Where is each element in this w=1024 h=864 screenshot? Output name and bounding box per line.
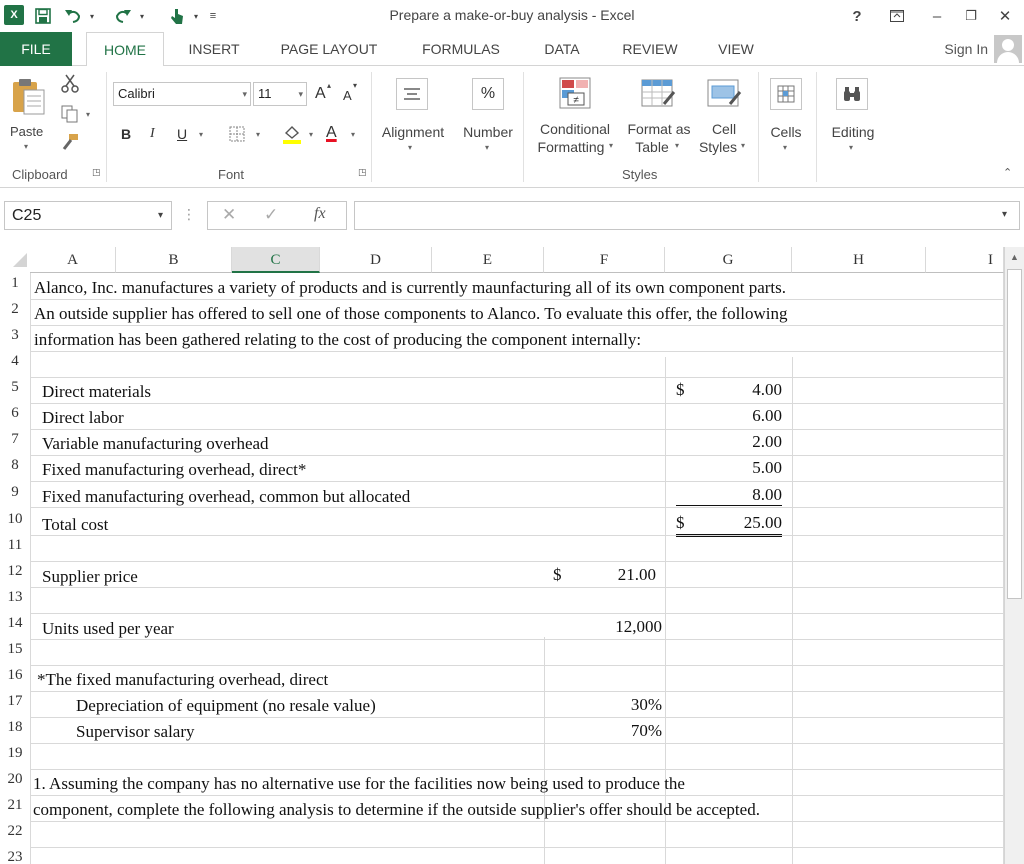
cost-label-direct-labor[interactable]: Direct labor bbox=[42, 408, 124, 427]
number-dropdown-icon[interactable]: ▾ bbox=[485, 143, 490, 152]
gridline bbox=[30, 455, 1004, 456]
excel-logo-icon: X bbox=[4, 5, 24, 25]
tab-page-layout[interactable]: PAGE LAYOUT bbox=[280, 41, 378, 57]
supplier-price-value[interactable]: 21.00 bbox=[617, 565, 656, 584]
conditional-formatting-label-1[interactable]: Conditional bbox=[539, 121, 611, 137]
row-header[interactable]: 10 bbox=[7, 511, 23, 527]
gridline bbox=[30, 429, 1004, 430]
bold-button[interactable]: B bbox=[121, 126, 132, 142]
question-line-1[interactable]: 1. Assuming the company has no alternative use for the facilities now being used to produce the bbox=[33, 774, 685, 793]
font-name-value: Calibri bbox=[118, 86, 155, 101]
column-header-f[interactable]: F bbox=[544, 247, 665, 273]
row-header[interactable]: 19 bbox=[7, 745, 23, 761]
gridline bbox=[30, 351, 1004, 352]
total-cost-cell[interactable] bbox=[676, 513, 782, 537]
row-header[interactable]: 3 bbox=[11, 327, 19, 343]
total-cost-value: 25.00 bbox=[743, 513, 782, 532]
gridline bbox=[30, 273, 31, 864]
gridline bbox=[30, 587, 1004, 588]
clipboard-group-label: Clipboard bbox=[12, 167, 68, 182]
undo-dropdown-icon[interactable]: ▾ bbox=[89, 11, 94, 21]
format-as-table-label-2[interactable]: Table bbox=[635, 139, 669, 155]
gridline bbox=[30, 639, 1004, 640]
gridline bbox=[30, 325, 1004, 326]
row-header[interactable]: 20 bbox=[7, 771, 23, 787]
editing-button-label[interactable]: Editing bbox=[831, 124, 875, 140]
chevron-down-icon: ▾ bbox=[242, 89, 247, 99]
row-header[interactable]: 14 bbox=[7, 615, 23, 631]
expand-formula-bar-icon[interactable]: ▾ bbox=[1002, 209, 1008, 220]
redo-dropdown-icon[interactable]: ▾ bbox=[139, 11, 144, 21]
gridline bbox=[30, 795, 1004, 796]
units-label[interactable]: Units used per year bbox=[42, 619, 174, 638]
close-button[interactable]: ✕ bbox=[998, 8, 1012, 25]
alignment-dropdown-icon[interactable]: ▾ bbox=[408, 143, 413, 152]
column-header-b[interactable]: B bbox=[116, 247, 232, 273]
cost-value-fixed-allocated[interactable]: 8.00 bbox=[676, 485, 782, 506]
row-header[interactable]: 8 bbox=[11, 457, 19, 473]
insert-function-button[interactable]: fx bbox=[314, 205, 326, 222]
supplier-price-currency[interactable]: $ bbox=[553, 565, 562, 584]
fill-color-icon[interactable] bbox=[280, 122, 304, 146]
cost-label-fixed-allocated[interactable]: Fixed manufacturing overhead, common but allocated bbox=[42, 487, 411, 506]
cost-label-variable-overhead[interactable]: Variable manufacturing overhead bbox=[42, 434, 269, 453]
cells-button-label[interactable]: Cells bbox=[770, 124, 802, 140]
row-header[interactable]: 22 bbox=[7, 823, 23, 839]
alignment-button-label[interactable]: Alignment bbox=[381, 124, 445, 140]
row-header[interactable]: 17 bbox=[7, 693, 23, 709]
chevron-down-icon: ▾ bbox=[157, 210, 163, 221]
gridline bbox=[30, 507, 1004, 508]
grow-font-caret-icon: ▴ bbox=[327, 81, 332, 90]
column-header-a[interactable]: A bbox=[30, 247, 116, 273]
binoculars-icon[interactable] bbox=[836, 78, 868, 110]
cell-styles-dropdown-icon[interactable]: ▾ bbox=[741, 141, 746, 150]
paste-icon[interactable] bbox=[8, 74, 48, 118]
cost-label-direct-materials[interactable]: Direct materials bbox=[42, 382, 152, 401]
cell-styles-label-2[interactable]: Styles bbox=[698, 139, 738, 155]
gridline bbox=[30, 535, 1004, 536]
tab-home[interactable]: HOME bbox=[86, 32, 164, 67]
note-value-supervisor[interactable]: 70% bbox=[630, 721, 662, 740]
row-header[interactable]: 2 bbox=[11, 301, 19, 317]
column-header-i[interactable]: I bbox=[926, 247, 1004, 273]
borders-icon[interactable] bbox=[226, 124, 248, 144]
cut-icon[interactable] bbox=[58, 72, 82, 96]
ribbon-separator bbox=[816, 72, 817, 182]
vertical-scrollbar[interactable] bbox=[1004, 247, 1024, 864]
column-header-g[interactable]: G bbox=[665, 247, 792, 273]
note-title[interactable]: *The fixed manufacturing overhead, direct bbox=[37, 670, 329, 689]
formula-bar bbox=[0, 188, 1024, 244]
question-line-2[interactable]: component, complete the following analysis to determine if the outside supplier's offer should be accepted. bbox=[33, 800, 760, 819]
styles-group-label: Styles bbox=[622, 167, 658, 182]
cost-value-fixed-direct[interactable]: 5.00 bbox=[752, 458, 782, 477]
underline-dropdown-icon[interactable]: ▾ bbox=[199, 130, 204, 139]
grow-font-button[interactable]: A bbox=[315, 85, 326, 102]
window-title: Prepare a make-or-buy analysis - Excel bbox=[389, 7, 635, 23]
gridline bbox=[30, 561, 1004, 562]
note-label-supervisor[interactable]: Supervisor salary bbox=[76, 722, 195, 741]
touch-mode-dropdown-icon[interactable]: ▾ bbox=[193, 11, 198, 21]
cancel-entry-button[interactable]: ✕ bbox=[222, 205, 237, 224]
ribbon bbox=[0, 66, 1024, 188]
title-bar bbox=[0, 0, 1024, 32]
tab-insert[interactable]: INSERT bbox=[188, 41, 240, 57]
cost-value-direct-labor[interactable]: 6.00 bbox=[752, 406, 782, 425]
ribbon-separator bbox=[523, 72, 524, 182]
row-header[interactable]: 16 bbox=[7, 667, 23, 683]
row-header[interactable]: 15 bbox=[7, 641, 23, 657]
formula-bar-grip-icon: ⋮ bbox=[182, 206, 196, 222]
tab-data[interactable]: DATA bbox=[544, 41, 580, 57]
editing-dropdown-icon[interactable]: ▾ bbox=[849, 143, 854, 152]
cell-styles-icon[interactable] bbox=[704, 74, 744, 114]
tab-formulas[interactable]: FORMULAS bbox=[422, 41, 500, 57]
ribbon-separator bbox=[758, 72, 759, 182]
select-all-icon[interactable] bbox=[12, 251, 28, 269]
gridline bbox=[792, 357, 793, 864]
gridline bbox=[30, 743, 1004, 744]
cost-value-direct-materials[interactable]: 4.00 bbox=[752, 380, 782, 399]
row-header[interactable]: 5 bbox=[11, 379, 19, 395]
format-as-table-icon[interactable] bbox=[638, 74, 678, 114]
total-cost-label[interactable]: Total cost bbox=[42, 515, 109, 534]
row-header[interactable]: 7 bbox=[11, 431, 19, 447]
name-box-value: C25 bbox=[12, 207, 42, 224]
ribbon-separator bbox=[371, 72, 372, 182]
collapse-ribbon-icon[interactable]: ⌃ bbox=[1003, 167, 1013, 179]
ribbon-tabs bbox=[0, 32, 1024, 66]
row-header[interactable]: 21 bbox=[7, 797, 23, 813]
cells-dropdown-icon[interactable]: ▾ bbox=[783, 143, 788, 152]
row-header[interactable]: 1 bbox=[11, 275, 19, 291]
column-header-h[interactable]: H bbox=[792, 247, 926, 273]
intro-line-2[interactable]: An outside supplier has offered to sell one of those components to Alanco. To evaluate this offer, the following bbox=[34, 304, 788, 323]
supplier-price-label[interactable]: Supplier price bbox=[42, 567, 138, 586]
column-header-c[interactable]: C bbox=[232, 247, 320, 273]
paste-button-label[interactable]: Paste bbox=[10, 124, 44, 139]
format-painter-icon[interactable] bbox=[58, 130, 82, 154]
enter-entry-button[interactable]: ✓ bbox=[264, 205, 279, 224]
row-header[interactable]: 18 bbox=[7, 719, 23, 735]
font-launcher-icon[interactable]: ◳ bbox=[358, 167, 367, 177]
formula-buttons bbox=[207, 201, 347, 230]
cell-styles-label-1[interactable]: Cell bbox=[711, 121, 737, 137]
italic-button[interactable]: I bbox=[150, 126, 155, 141]
gridline bbox=[30, 299, 1004, 300]
clipboard-launcher-icon[interactable]: ◳ bbox=[92, 167, 101, 177]
units-value[interactable]: 12,000 bbox=[615, 617, 662, 636]
customize-qat-icon[interactable]: ≡ bbox=[209, 10, 217, 22]
number-button-label[interactable]: Number bbox=[463, 124, 513, 140]
formula-input[interactable] bbox=[354, 201, 1020, 230]
format-as-table-dropdown-icon[interactable]: ▾ bbox=[675, 141, 680, 150]
cells-icon[interactable] bbox=[770, 78, 802, 110]
cost-label-fixed-direct[interactable]: Fixed manufacturing overhead, direct* bbox=[42, 460, 307, 479]
font-size-combo[interactable] bbox=[253, 82, 307, 106]
scrollbar-thumb[interactable] bbox=[1007, 269, 1022, 599]
intro-line-1[interactable]: Alanco, Inc. manufactures a variety of products and is currently maunfacturing all of its own component parts. bbox=[34, 278, 787, 297]
note-value-depreciation[interactable]: 30% bbox=[630, 695, 662, 714]
gridline bbox=[30, 481, 1004, 482]
svg-text:≠: ≠ bbox=[573, 95, 579, 106]
gridline bbox=[30, 377, 1004, 378]
shrink-font-caret-icon: ▾ bbox=[353, 81, 358, 90]
gridline bbox=[30, 769, 1004, 770]
copy-dropdown-icon[interactable]: ▾ bbox=[86, 110, 91, 119]
minimize-button[interactable]: – bbox=[932, 7, 942, 25]
font-color-dropdown-icon[interactable]: ▾ bbox=[351, 130, 356, 139]
format-as-table-label-1[interactable]: Format as bbox=[627, 121, 691, 137]
font-name-combo[interactable] bbox=[113, 82, 251, 106]
gridline bbox=[30, 847, 1004, 848]
gridline bbox=[544, 637, 545, 864]
ribbon-display-options-icon[interactable] bbox=[886, 5, 908, 27]
font-size-value: 11 bbox=[258, 86, 272, 101]
conditional-formatting-dropdown-icon[interactable]: ▾ bbox=[609, 141, 614, 150]
name-box[interactable] bbox=[4, 201, 172, 230]
row-header[interactable]: 12 bbox=[7, 563, 23, 579]
cost-value-variable-overhead[interactable]: 2.00 bbox=[752, 432, 782, 451]
conditional-formatting-icon[interactable] bbox=[556, 74, 596, 114]
conditional-formatting-label-2[interactable]: Formatting bbox=[537, 139, 605, 155]
alignment-icon[interactable] bbox=[396, 78, 428, 110]
row-header[interactable]: 13 bbox=[7, 589, 23, 605]
row-header[interactable]: 11 bbox=[7, 537, 23, 553]
column-header-d[interactable]: D bbox=[320, 247, 432, 273]
row-header[interactable]: 6 bbox=[11, 405, 19, 421]
sign-in-link[interactable]: Sign In bbox=[944, 41, 988, 57]
tab-file[interactable]: FILE bbox=[0, 32, 72, 66]
gridline bbox=[30, 691, 1004, 692]
gridline bbox=[30, 821, 1004, 822]
tab-review[interactable]: REVIEW bbox=[622, 41, 678, 57]
scroll-up-icon[interactable]: ▲ bbox=[1010, 252, 1019, 262]
gridline bbox=[30, 403, 1004, 404]
cost-currency[interactable]: $ bbox=[676, 380, 685, 399]
tab-view[interactable]: VIEW bbox=[718, 41, 754, 57]
shrink-font-button[interactable]: A bbox=[343, 88, 352, 103]
total-cost-currency: $ bbox=[676, 513, 685, 532]
restore-button[interactable]: ❐ bbox=[965, 8, 977, 23]
fill-color-dropdown-icon[interactable]: ▾ bbox=[309, 130, 314, 139]
help-button[interactable]: ? bbox=[852, 7, 862, 25]
note-label-depreciation[interactable]: Depreciation of equipment (no resale value) bbox=[76, 696, 376, 715]
row-header[interactable]: 9 bbox=[11, 484, 19, 500]
borders-dropdown-icon[interactable]: ▾ bbox=[256, 130, 261, 139]
avatar[interactable] bbox=[994, 35, 1022, 63]
paste-dropdown-icon[interactable]: ▾ bbox=[24, 142, 29, 151]
intro-line-3[interactable]: information has been gathered relating to the cost of producing the component internally: bbox=[34, 330, 642, 349]
copy-icon[interactable] bbox=[58, 102, 82, 126]
gridline bbox=[30, 717, 1004, 718]
row-header[interactable]: 23 bbox=[7, 849, 23, 863]
number-format-icon[interactable]: % bbox=[472, 78, 504, 110]
column-header-e[interactable]: E bbox=[432, 247, 544, 273]
worksheet-grid[interactable] bbox=[0, 244, 1024, 864]
font-color-button[interactable]: A bbox=[326, 124, 337, 141]
underline-button[interactable]: U bbox=[177, 126, 188, 142]
chevron-down-icon: ▾ bbox=[298, 89, 303, 99]
font-group-label: Font bbox=[218, 167, 245, 182]
gridline bbox=[30, 665, 1004, 666]
ribbon-separator bbox=[106, 72, 107, 182]
gridline bbox=[30, 613, 1004, 614]
row-header[interactable]: 4 bbox=[11, 353, 19, 369]
